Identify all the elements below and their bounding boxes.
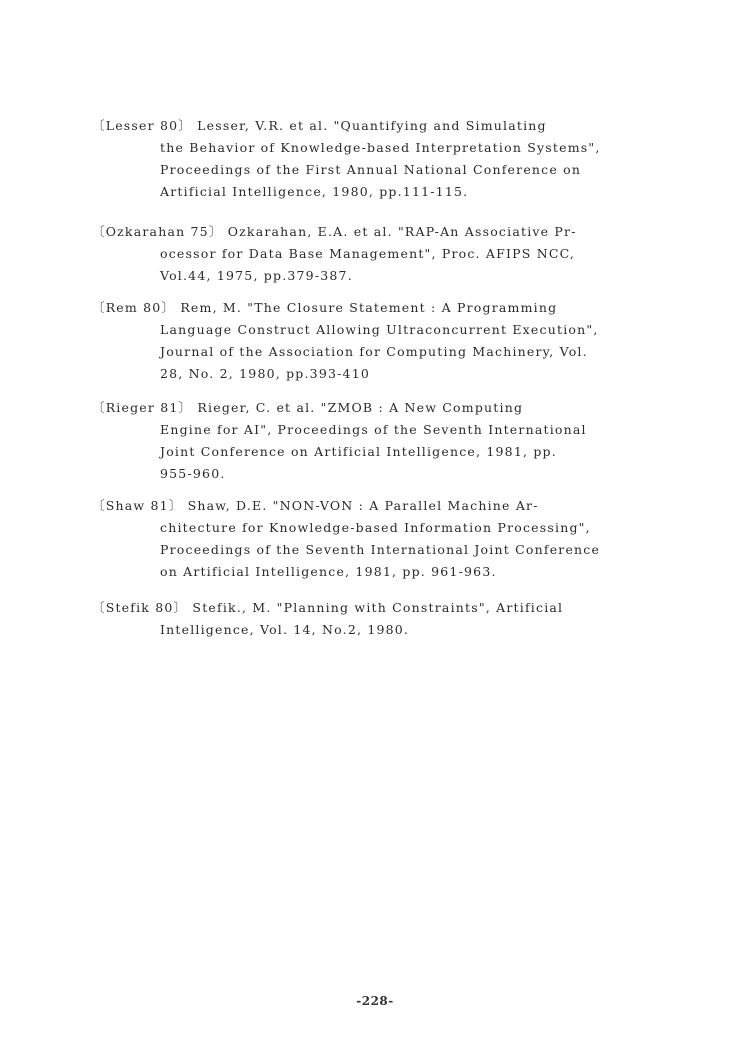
reference-line: 〔Stefik 80〕 Stefik., M. "Planning with Constraints", Artificial	[92, 600, 564, 615]
reference-line: Artificial Intelligence, 1980, pp.111-115.	[160, 184, 469, 199]
reference-line: 〔Shaw 81〕 Shaw, D.E. "NON-VON : A Parallel Machine Ar-	[92, 498, 539, 513]
reference-line: Journal of the Association for Computing Machinery, Vol.	[160, 344, 588, 359]
reference-line: the Behavior of Knowledge-based Interpretation Systems",	[160, 140, 601, 155]
reference-line: Engine for AI", Proceedings of the Seventh International	[160, 422, 587, 437]
reference-line: 〔Rem 80〕 Rem, M. "The Closure Statement : A Programming	[92, 300, 558, 315]
reference-line: Language Construct Allowing Ultraconcurrent Execution",	[160, 322, 599, 337]
reference-line: Proceedings of the First Annual National Conference on	[160, 162, 582, 177]
reference-line: 〔Rieger 81〕 Rieger, C. et al. "ZMOB : A New Computing	[92, 400, 524, 415]
reference-line: on Artificial Intelligence, 1981, pp. 961-963.	[160, 564, 497, 579]
reference-line: Intelligence, Vol. 14, No.2, 1980.	[160, 622, 410, 637]
reference-line: chitecture for Knowledge-based Information Processing",	[160, 520, 591, 535]
reference-line: 955-960.	[160, 466, 226, 481]
reference-line: 28, No. 2, 1980, pp.393-410	[160, 366, 371, 381]
reference-line: Joint Conference on Artificial Intelligence, 1981, pp.	[160, 444, 557, 459]
reference-line: ocessor for Data Base Management", Proc. AFIPS NCC,	[160, 246, 576, 261]
reference-line: 〔Lesser 80〕 Lesser, V.R. et al. "Quantifying and Simulating	[92, 118, 547, 133]
reference-line: Proceedings of the Seventh International Joint Conference	[160, 542, 601, 557]
page-number: -228-	[356, 994, 394, 1008]
reference-line: Vol.44, 1975, pp.379-387.	[160, 268, 353, 283]
reference-line: 〔Ozkarahan 75〕 Ozkarahan, E.A. et al. "RAP-An Associative Pr-	[92, 224, 577, 239]
